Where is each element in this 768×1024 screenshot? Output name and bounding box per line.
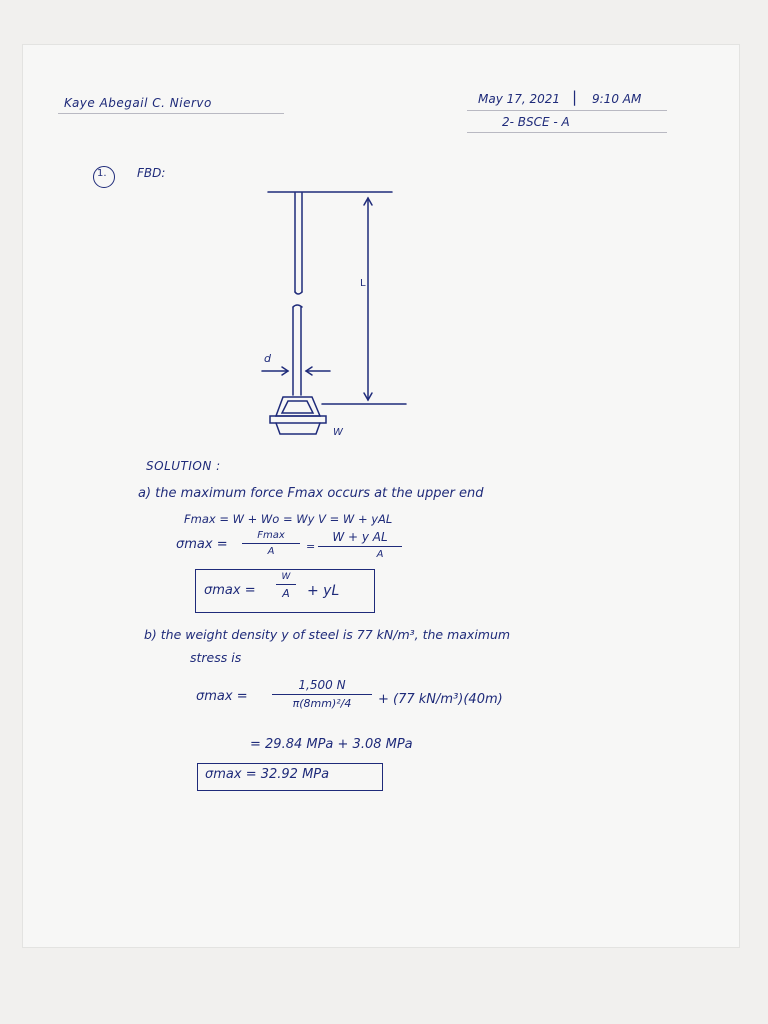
part-a-line1: Fmax = W + Wo = Wy V = W + yAL	[184, 512, 393, 526]
time-text: 9:10 AM	[592, 92, 642, 106]
frac1-numerator: Fmax	[257, 530, 285, 541]
student-name: Kaye Abegail C. Niervo	[64, 96, 212, 110]
weight-label: W	[333, 427, 343, 438]
sigma-max-label-b: σmax =	[196, 689, 248, 704]
diameter-label: d	[264, 352, 271, 365]
fraction-fmax-over-a	[242, 530, 300, 557]
frac-b-denominator: π(8mm)²/4	[292, 697, 352, 710]
part-b-term2: + (77 kN/m³)(40m)	[378, 692, 503, 707]
fraction-load-over-area	[272, 678, 372, 710]
divider-mark: |	[572, 88, 578, 106]
boxed-numerator: W	[281, 572, 291, 582]
sigma-max-label-a: σmax =	[176, 537, 228, 552]
date-text: May 17, 2021	[478, 92, 561, 106]
part-b-intro-line1: b) the weight density y of steel is 77 kN/m³, the maximum	[144, 627, 511, 642]
equals-sign-a: =	[306, 540, 316, 553]
fraction-w-yal-over-a	[318, 530, 402, 560]
frac-b-numerator: 1,500 N	[298, 678, 346, 692]
frac2-numerator: W + y AL	[332, 530, 388, 544]
length-label: L	[360, 278, 366, 289]
boxed-sigma-label: σmax =	[204, 583, 256, 598]
part-a-intro: a) the maximum force Fmax occurs at the upper end	[138, 486, 484, 501]
boxed-bar	[276, 584, 296, 585]
solution-heading: SOLUTION :	[146, 459, 221, 473]
final-answer: σmax = 32.92 MPa	[205, 767, 330, 782]
part-b-intro-line2: stress is	[190, 650, 242, 665]
frac-b-bar	[272, 694, 372, 695]
section-text: 2- BSCE - A	[502, 115, 570, 129]
part-b-line2: = 29.84 MPa + 3.08 MPa	[250, 737, 413, 752]
boxed-fraction-w-over-a	[276, 572, 296, 600]
problem-number: 1.	[97, 168, 107, 179]
boxed-denominator: A	[282, 587, 290, 600]
frac2-bar	[318, 546, 402, 547]
frac2-denominator: A	[376, 549, 384, 560]
fbd-label: FBD:	[137, 166, 166, 180]
frac1-bar	[242, 543, 300, 544]
frac1-denominator: A	[267, 546, 275, 557]
boxed-rest: + yL	[307, 583, 340, 599]
